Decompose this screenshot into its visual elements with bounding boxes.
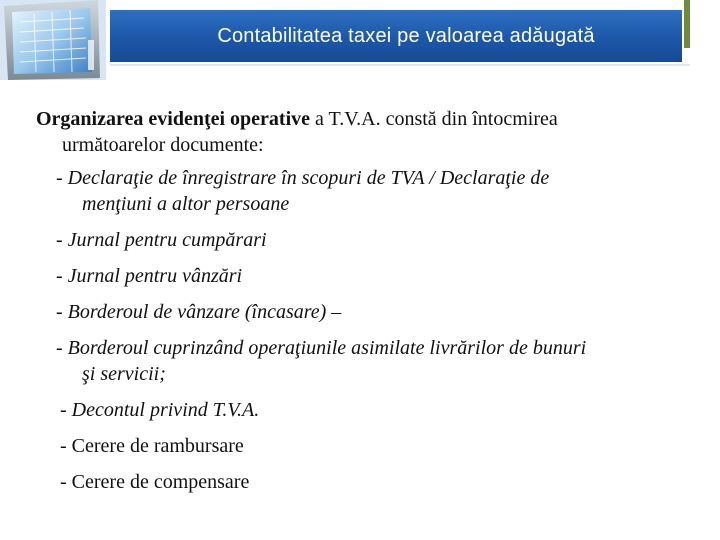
list-item <box>36 397 706 423</box>
list-item-text: - Borderoul cuprinzând operaţiunile asimilate livrărilor de bunuri <box>56 337 587 359</box>
list-item-text: - Decontul privind T.V.A. <box>60 399 260 421</box>
list-item-text: - Jurnal pentru vânzări <box>56 265 243 287</box>
monitor-icon <box>0 0 106 80</box>
accent-bar <box>684 0 690 48</box>
list-item-text-continued: şi servicii; <box>82 363 166 385</box>
lead-text: a T.V.A. constă din întocmirea <box>310 108 558 130</box>
list-item <box>36 299 706 325</box>
list-item <box>36 227 706 253</box>
list-item-text: - Declaraţie de înregistrare în scopuri de TVA / Declaraţie de <box>56 167 550 189</box>
list-item <box>36 263 706 289</box>
list-item-text: - Jurnal pentru cumpărari <box>56 229 267 251</box>
list-item <box>36 165 706 217</box>
slide-title: Contabilitatea taxei pe valoarea adăugată <box>217 24 595 47</box>
lead-bold-text: Organizarea evidenţei operative <box>36 108 311 130</box>
content <box>36 106 706 495</box>
list-item <box>36 433 706 459</box>
list-item-text: - Cerere de compensare <box>60 471 250 493</box>
list-item <box>36 469 706 495</box>
list-item <box>36 335 706 387</box>
list-item-text: - Borderoul de vânzare (încasare) – <box>56 301 342 323</box>
list-item-text-continued: menţiuni a altor persoane <box>82 193 290 215</box>
lead-paragraph <box>36 106 706 158</box>
lead-text-continued: următoarelor documente: <box>62 134 264 156</box>
header-divider <box>110 64 690 66</box>
list-item-text: - Cerere de rambursare <box>60 435 244 457</box>
